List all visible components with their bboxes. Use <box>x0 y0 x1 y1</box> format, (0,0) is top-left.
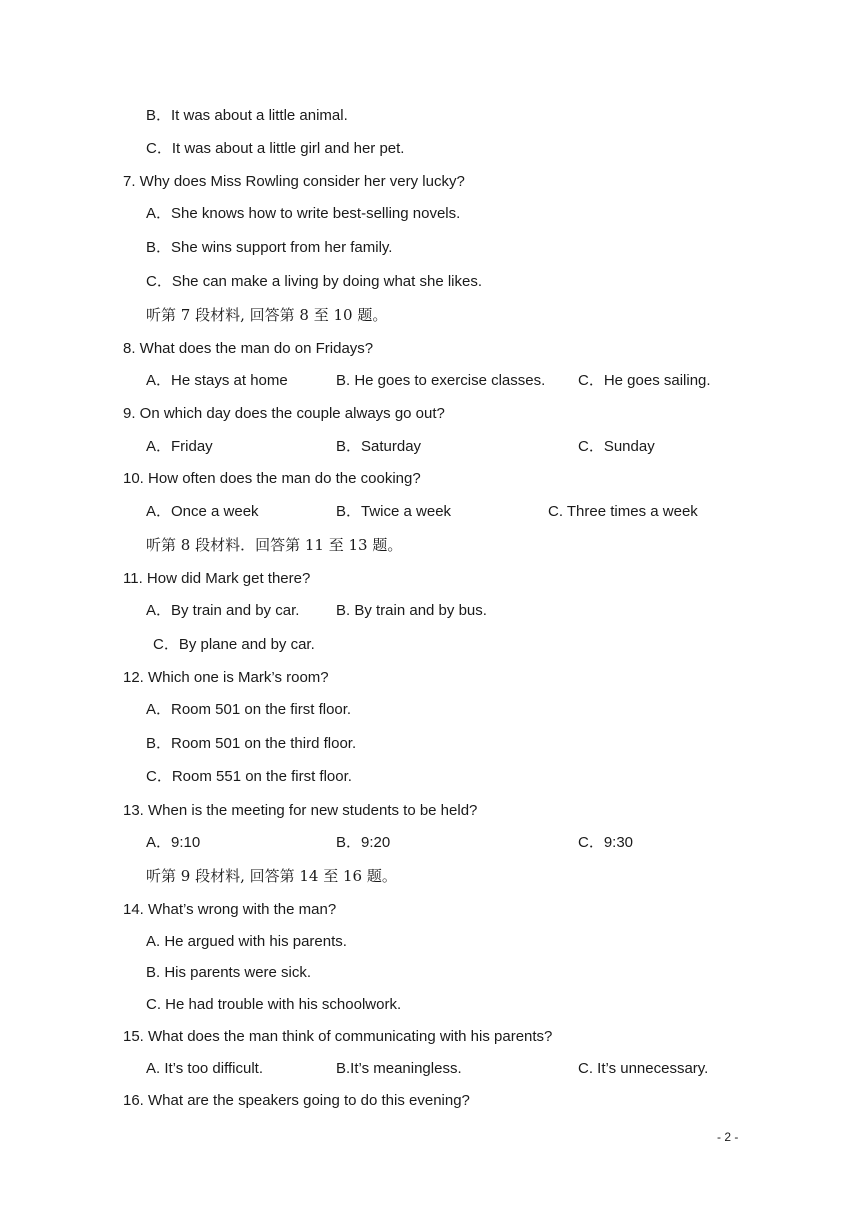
option-10c: C. Three times a week <box>548 503 698 520</box>
option-9c: C．Sunday <box>578 438 655 455</box>
option-15c: C. It’s unnecessary. <box>578 1060 709 1077</box>
option-15a: A. It’s too difficult. <box>146 1060 264 1077</box>
question-11: 11. How did Mark get there? <box>123 570 311 587</box>
option-12b: B．Room 501 on the third floor. <box>146 735 357 752</box>
option-11a: A．By train and by car. <box>146 602 300 619</box>
option-6b: B．It was about a little animal. <box>146 107 348 124</box>
question-7: 7. Why does Miss Rowling consider her very lucky? <box>123 173 465 190</box>
question-8: 8. What does the man do on Fridays? <box>123 340 374 357</box>
section-heading-7: 听第 7 段材料, 回答第 8 至 10 题。 <box>146 306 388 324</box>
option-15b: B.It’s meaningless. <box>336 1060 462 1077</box>
question-10: 10. How often does the man do the cooking? <box>123 470 421 487</box>
option-14c: C. He had trouble with his schoolwork. <box>146 996 402 1013</box>
option-6c: C．It was about a little girl and her pet. <box>146 140 405 157</box>
option-7c: C．She can make a living by doing what she likes. <box>146 273 483 290</box>
option-7b: B．She wins support from her family. <box>146 239 393 256</box>
question-14: 14. What’s wrong with the man? <box>123 901 337 918</box>
option-11c: C．By plane and by car. <box>153 636 315 653</box>
option-9a: A．Friday <box>146 438 213 455</box>
option-10a: A．Once a week <box>146 503 259 520</box>
option-8c: C．He goes sailing. <box>578 372 711 389</box>
option-12a: A．Room 501 on the first floor. <box>146 701 352 718</box>
question-15: 15. What does the man think of communicating with his parents? <box>123 1028 553 1045</box>
option-12c: C．Room 551 on the first floor. <box>146 768 352 785</box>
option-7a: A．She knows how to write best-selling novels. <box>146 205 461 222</box>
option-9b: B．Saturday <box>336 438 422 455</box>
option-10b: B．Twice a week <box>336 503 452 520</box>
option-11b: B. By train and by bus. <box>336 602 487 619</box>
section-heading-8: 听第 8 段材料．回答第 11 至 13 题。 <box>146 536 403 554</box>
option-14b: B. His parents were sick. <box>146 964 312 981</box>
option-8a: A．He stays at home <box>146 372 288 389</box>
question-9: 9. On which day does the couple always go out? <box>123 405 445 422</box>
section-heading-9: 听第 9 段材料, 回答第 14 至 16 题。 <box>146 867 397 885</box>
option-8b: B. He goes to exercise classes. <box>336 372 546 389</box>
option-13c: C．9:30 <box>578 834 634 851</box>
option-13b: B．9:20 <box>336 834 391 851</box>
question-12: 12. Which one is Mark’s room? <box>123 669 329 686</box>
page-number: - 2 - <box>717 1130 739 1144</box>
option-14a: A. He argued with his parents. <box>146 933 347 950</box>
question-13: 13. When is the meeting for new students to be held? <box>123 802 478 819</box>
question-16: 16. What are the speakers going to do this evening? <box>123 1092 470 1109</box>
option-13a: A．9:10 <box>146 834 201 851</box>
